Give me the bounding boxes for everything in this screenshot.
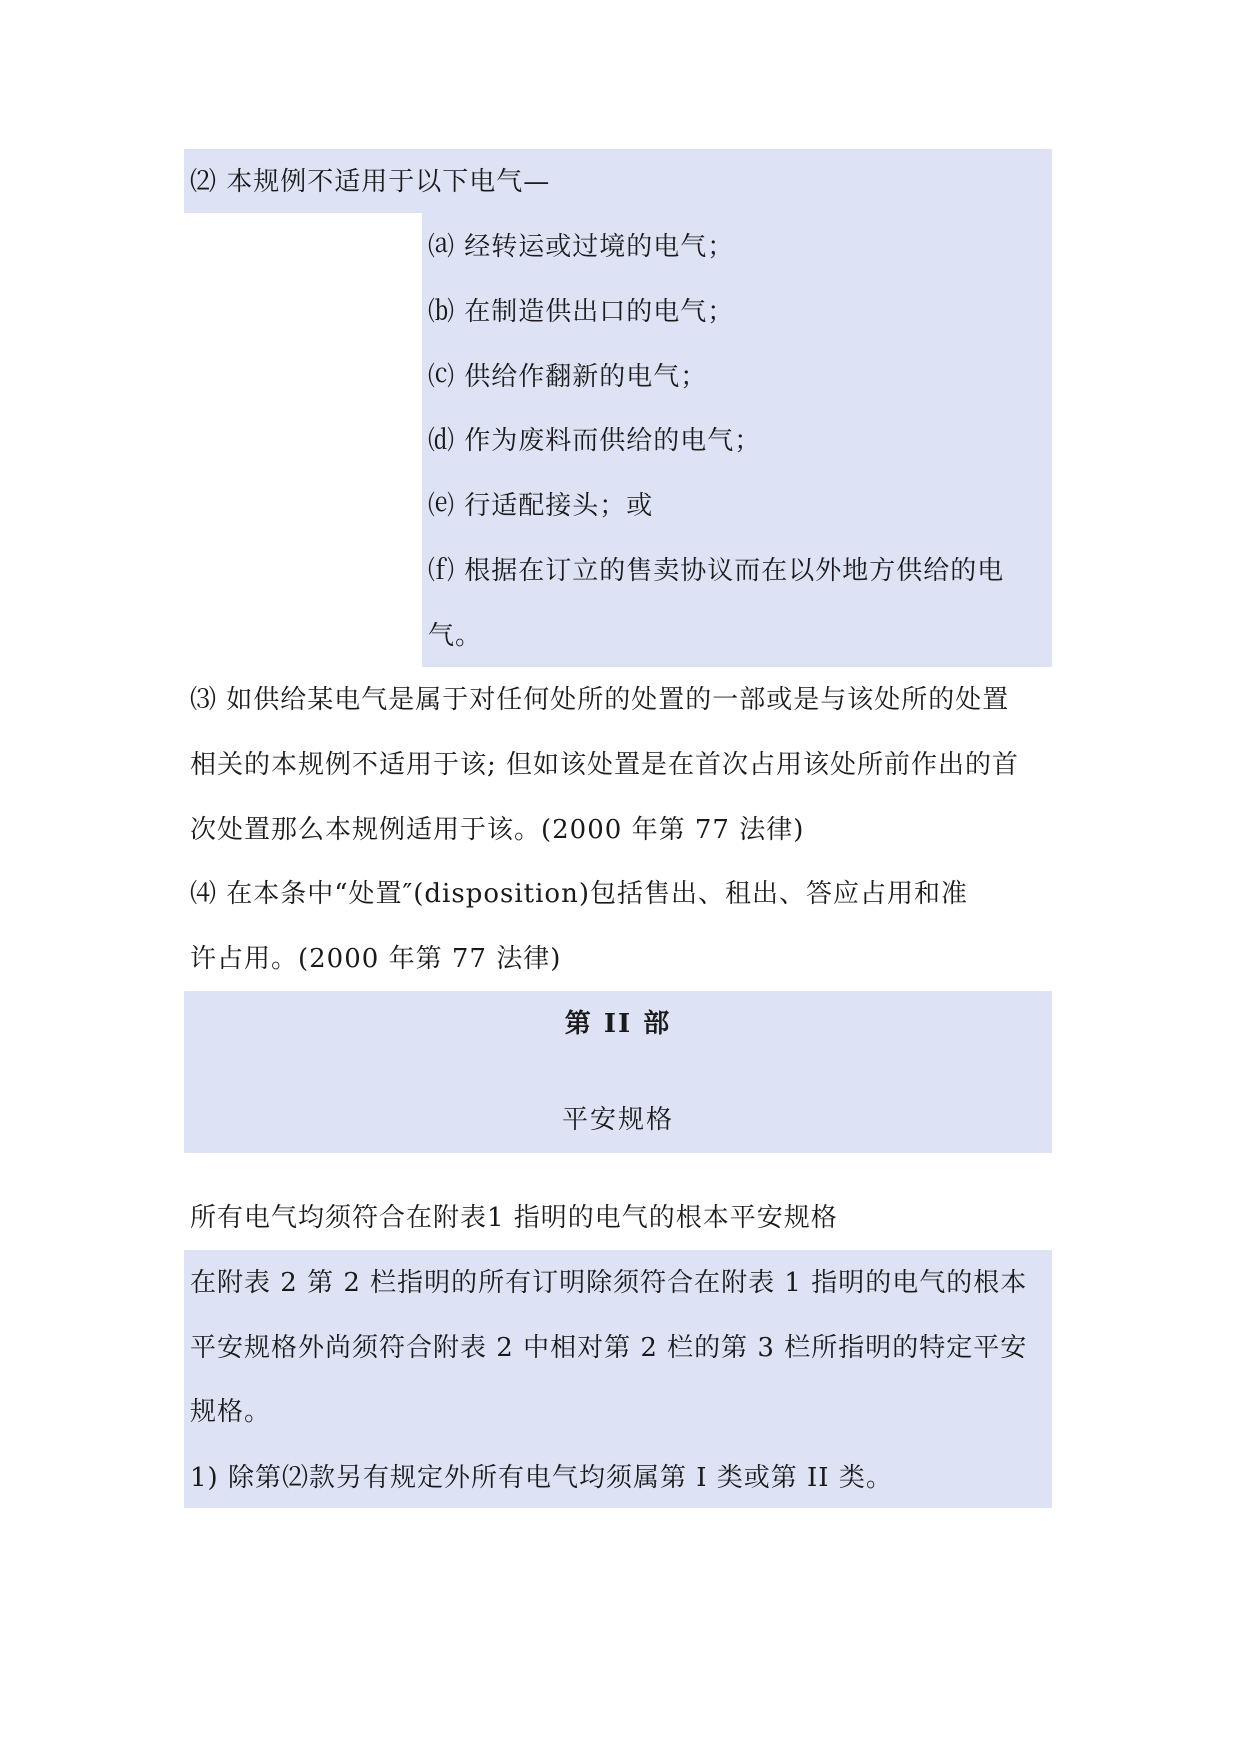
clause3-line-2: 相关的本规例不适用于该; 但如该处置是在首次占用该处所前作出的首	[190, 750, 1020, 780]
para1: 所有电气均须符合在附表1 指明的电气的根本平安规格	[190, 1203, 838, 1233]
part-number: 第 II 部	[564, 1009, 672, 1039]
clause2-item-a: ⒜ 经转运或过境的电气；	[428, 232, 735, 262]
clause2-intro: ⑵ 本规例不适用于以下电气—	[190, 167, 551, 197]
clause2-item-d: ⒟ 作为废料而供给的电气；	[428, 426, 762, 456]
part-title: 平安规格	[561, 1105, 674, 1135]
para2-line-1: 在附表 2 第 2 栏指明的所有订明除须符合在附表 1 指明的电气的根本	[190, 1268, 1028, 1298]
clause2-item-f-cont: 气。	[428, 621, 483, 651]
clause2-item-f: ⒡ 根据在订立的售卖协议而在以外地方供给的电	[428, 556, 1005, 586]
clause3-line-3: 次处置那么本规例适用于该。(2000 年第 77 法律)	[190, 815, 805, 845]
clause4-line-2: 许占用。(2000 年第 77 法律)	[190, 944, 562, 974]
clause2-item-c: ⒞ 供给作翻新的电气；	[428, 362, 708, 392]
clause2-item-b: ⒝ 在制造供出口的电气；	[428, 297, 735, 327]
clause4-line-1: ⑷ 在本条中“处置″(disposition)包括售出、租出、答应占用和准	[190, 879, 968, 909]
clause3-line-1: ⑶ 如供给某电气是属于对任何处所的处置的一部或是与该处所的处置	[190, 685, 1010, 715]
para2-line-3: 规格。	[190, 1397, 272, 1427]
para2-line-2: 平安规格外尚须符合附表 2 中相对第 2 栏的第 3 栏所指明的特定平安	[190, 1333, 1028, 1363]
para3: 1) 除第⑵款另有规定外所有电气均须属第 I 类或第 II 类。	[190, 1463, 893, 1493]
clause2-item-e: ⒠ 行适配接头；或	[428, 491, 654, 521]
